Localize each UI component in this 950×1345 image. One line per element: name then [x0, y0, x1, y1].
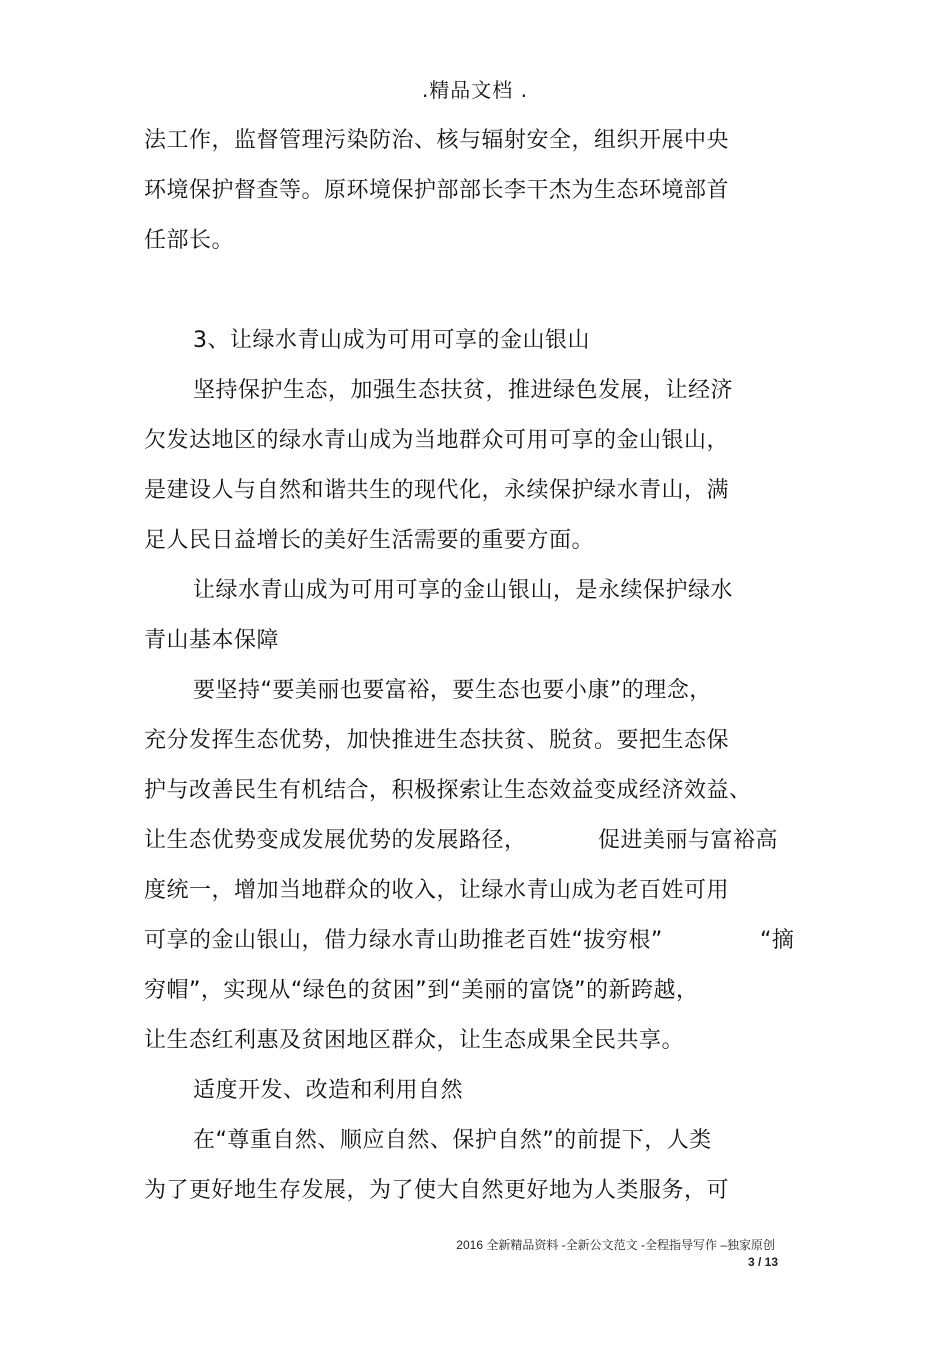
text-line: 充分发挥生态优势，加快推进生态扶贫、脱贫。要把生态保: [144, 728, 730, 753]
text-line: 青山基本保障: [144, 628, 280, 653]
text-line: “摘: [760, 928, 795, 953]
text-line: 足人民日益增长的美好生活需要的重要方面。: [144, 528, 595, 553]
text-line: 护与改善民生有机结合，积极探索让生态效益变成经济效益、: [144, 778, 752, 803]
text-line: 穷帽”，实现从“绿色的贫困”到“美丽的富饶”的新跨越，: [144, 978, 699, 1003]
text-line: 为了更好地生存发展，为了使大自然更好地为人类服务，可: [144, 1178, 730, 1203]
page-footer: 2016 全新精品资料 -全新公文范文 -全程指导写作 –独家原创: [456, 1238, 775, 1252]
text-line: 欠发达地区的绿水青山成为当地群众可用可享的金山银山，: [144, 428, 730, 453]
text-line: 法工作，监督管理污染防治、核与辐射安全，组织开展中央: [144, 128, 730, 153]
text-line: 环境保护督查等。原环境保护部部长李干杰为生态环境部首: [144, 178, 730, 203]
text-line: 在“尊重自然、顺应自然、保护自然”的前提下，人类: [193, 1128, 712, 1153]
text-line: 任部长。: [144, 228, 235, 253]
text-line: 要坚持“要美丽也要富裕，要生态也要小康”的理念，: [193, 678, 712, 703]
text-line: 坚持保护生态，加强生态扶贫，推进绿色发展，让经济: [193, 378, 734, 403]
section-heading: 3、让绿水青山成为可用可享的金山银山: [193, 328, 590, 353]
text-line: 让生态优势变成发展优势的发展路径，: [144, 828, 527, 853]
text-line: 是建设人与自然和谐共生的现代化，永续保护绿水青山，满: [144, 478, 730, 503]
text-line: 可享的金山银山，借力绿水青山助推老百姓“拔穷根”: [144, 928, 663, 953]
page-header: .精品文档 .: [421, 78, 529, 102]
text-line: 让生态红利惠及贫困地区群众，让生态成果全民共享。: [144, 1028, 685, 1053]
text-line: 让绿水青山成为可用可享的金山银山，是永续保护绿水: [193, 578, 734, 603]
text-line: 促进美丽与富裕高: [598, 828, 779, 853]
text-line: 适度开发、改造和利用自然: [193, 1078, 464, 1103]
page-number: 3 / 13: [747, 1255, 778, 1269]
text-line: 度统一，增加当地群众的收入，让绿水青山成为老百姓可用: [144, 878, 730, 903]
